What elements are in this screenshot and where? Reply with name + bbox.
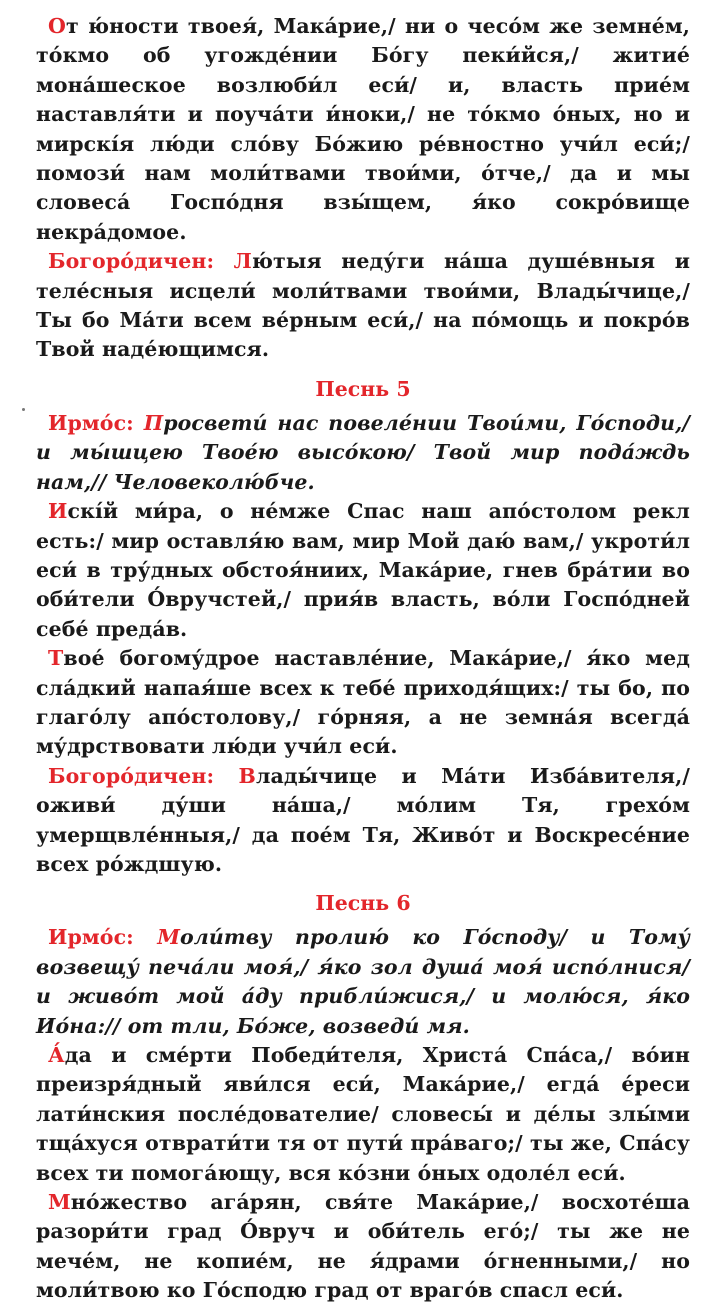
drop-initial: И (48, 499, 68, 524)
drop-initial: М (157, 925, 181, 950)
drop-initial: П (143, 410, 164, 435)
drop-initial: Л (233, 249, 252, 274)
theotokion-1 (36, 247, 690, 365)
troparion-text: т ю́ности твоея́, Мака́рие,/ ни о чесо́м же земне́м, то́кмо об угожде́нии Бо́гу пеки́йся,/ житие́ мона́шеское возлюби́л еси́/ и, власть прие́м наставля́ти и поуча́ти и́ноки,/ не то́кмо о́ных, но и мирскі́я лю́ди сло́ву Бо́жию ре́вностно учи́л еси́;/ помози́ нам моли́твами твои́ми, о́тче,/ да и мы словеса́ Госпо́дня взы́щем, я́ко сокро́вище некра́домое. (36, 14, 690, 244)
irmos-label: Ирмо́с: (48, 925, 158, 950)
ode-5-heading: Песнь 5 (315, 376, 411, 401)
drop-initial: В (238, 763, 256, 788)
troparion-text: да и сме́рти Победи́теля, Христа́ Спа́са,/ во́ин преизря́дный яви́лся еси́, Мака́рие,/ егда́ е́реси лати́нския после́дователие/ словесы́ и де́лы злы́ми тща́хуся отврати́ти тя от пути́ пра́ваго;/ ты же, Спа́су всех ти помога́ющу, вся ко́зни о́ных одоле́л еси́. (36, 1043, 690, 1185)
irmos-ode-5 (36, 409, 690, 497)
drop-initial: М (48, 1190, 71, 1215)
troparion-2 (36, 497, 690, 644)
troparion-5 (36, 1188, 690, 1306)
theotokion-text: ю́тыя неду́ги на́ша душе́вныя и теле́сныя исцели́ моли́твами твои́ми, Влады́чице,/ Ты бо Ма́ти всем ве́рным еси́,/ на по́мощь и покро́в Твой наде́ющимся. (36, 249, 690, 362)
theotokion-text: лады́чице и Ма́ти Изба́вителя,/ оживи́ ду́ши на́ша,/ мо́лим Тя, грехо́м умерщвле́нныя,/ да пое́м Тя, Живо́т и Воскресе́ние всех ро́ждшую. (36, 763, 690, 876)
drop-initial: А́ (48, 1043, 65, 1067)
theotokion-label: Богоро́дичен: (48, 763, 239, 788)
troparion-text: но́жество ага́рян, свя́те Мака́рие,/ восхоте́ша разори́ти град О́вруч и оби́тель его́;/ ты же не мече́м, не копие́м, не я́драми о́гненными,/ но моли́твою ко Го́сподю град от враго́в спасл еси́. (36, 1190, 690, 1303)
troparion-3 (36, 644, 690, 762)
ode-6-heading: Песнь 6 (315, 891, 411, 916)
irmos-ode-6 (36, 923, 690, 1041)
irmos-label: Ирмо́с: (48, 410, 144, 435)
troparion-1 (36, 12, 690, 247)
drop-initial: О (48, 14, 66, 38)
theotokion-2 (36, 762, 690, 880)
troparion-text: скі́й ми́ра, о не́мже Спас наш апо́столом рекл есть:/ мир оставля́ю вам, мир Мой даю́ вам,/ укроти́л еси́ в тру́дных обстоя́ниих, Мака́рие, гнев бра́тии во оби́тели О́вручстей,/ прия́в власть, во́ли Госпо́дней себе́ преда́в. (36, 499, 690, 641)
troparion-text: вое́ богому́дрое наставле́ние, Мака́рие,/ я́ко мед сла́дкий напая́ше всех к тебе́ приходя́щих:/ ты бо, по глаго́лу апо́столову,/ го́рняя, а не земна́я всегда́ му́дрствовати лю́ди учи́л еси́. (36, 646, 690, 759)
margin-dot (22, 408, 25, 411)
irmos-text: росвети́ нас повеле́нии Твои́ми, Го́споди,/ и мы́шцею Твое́ю высо́кою/ Твой мир пода́ждь нам,// Человеколю́бче. (36, 410, 690, 494)
irmos-text: оли́тву пролию́ ко Го́споду/ и Тому́ возвещу́ печа́ли моя́,/ я́ко зол душа́ моя́ испо́лнися/ и живо́т мой а́ду прибли́жися,/ и молю́ся, я́ко Ио́на:// от тли, Бо́же, возведи́ мя. (36, 925, 690, 1038)
troparion-4 (36, 1041, 690, 1188)
theotokion-label: Богоро́дичен: (48, 249, 234, 274)
drop-initial: Т (48, 646, 64, 671)
